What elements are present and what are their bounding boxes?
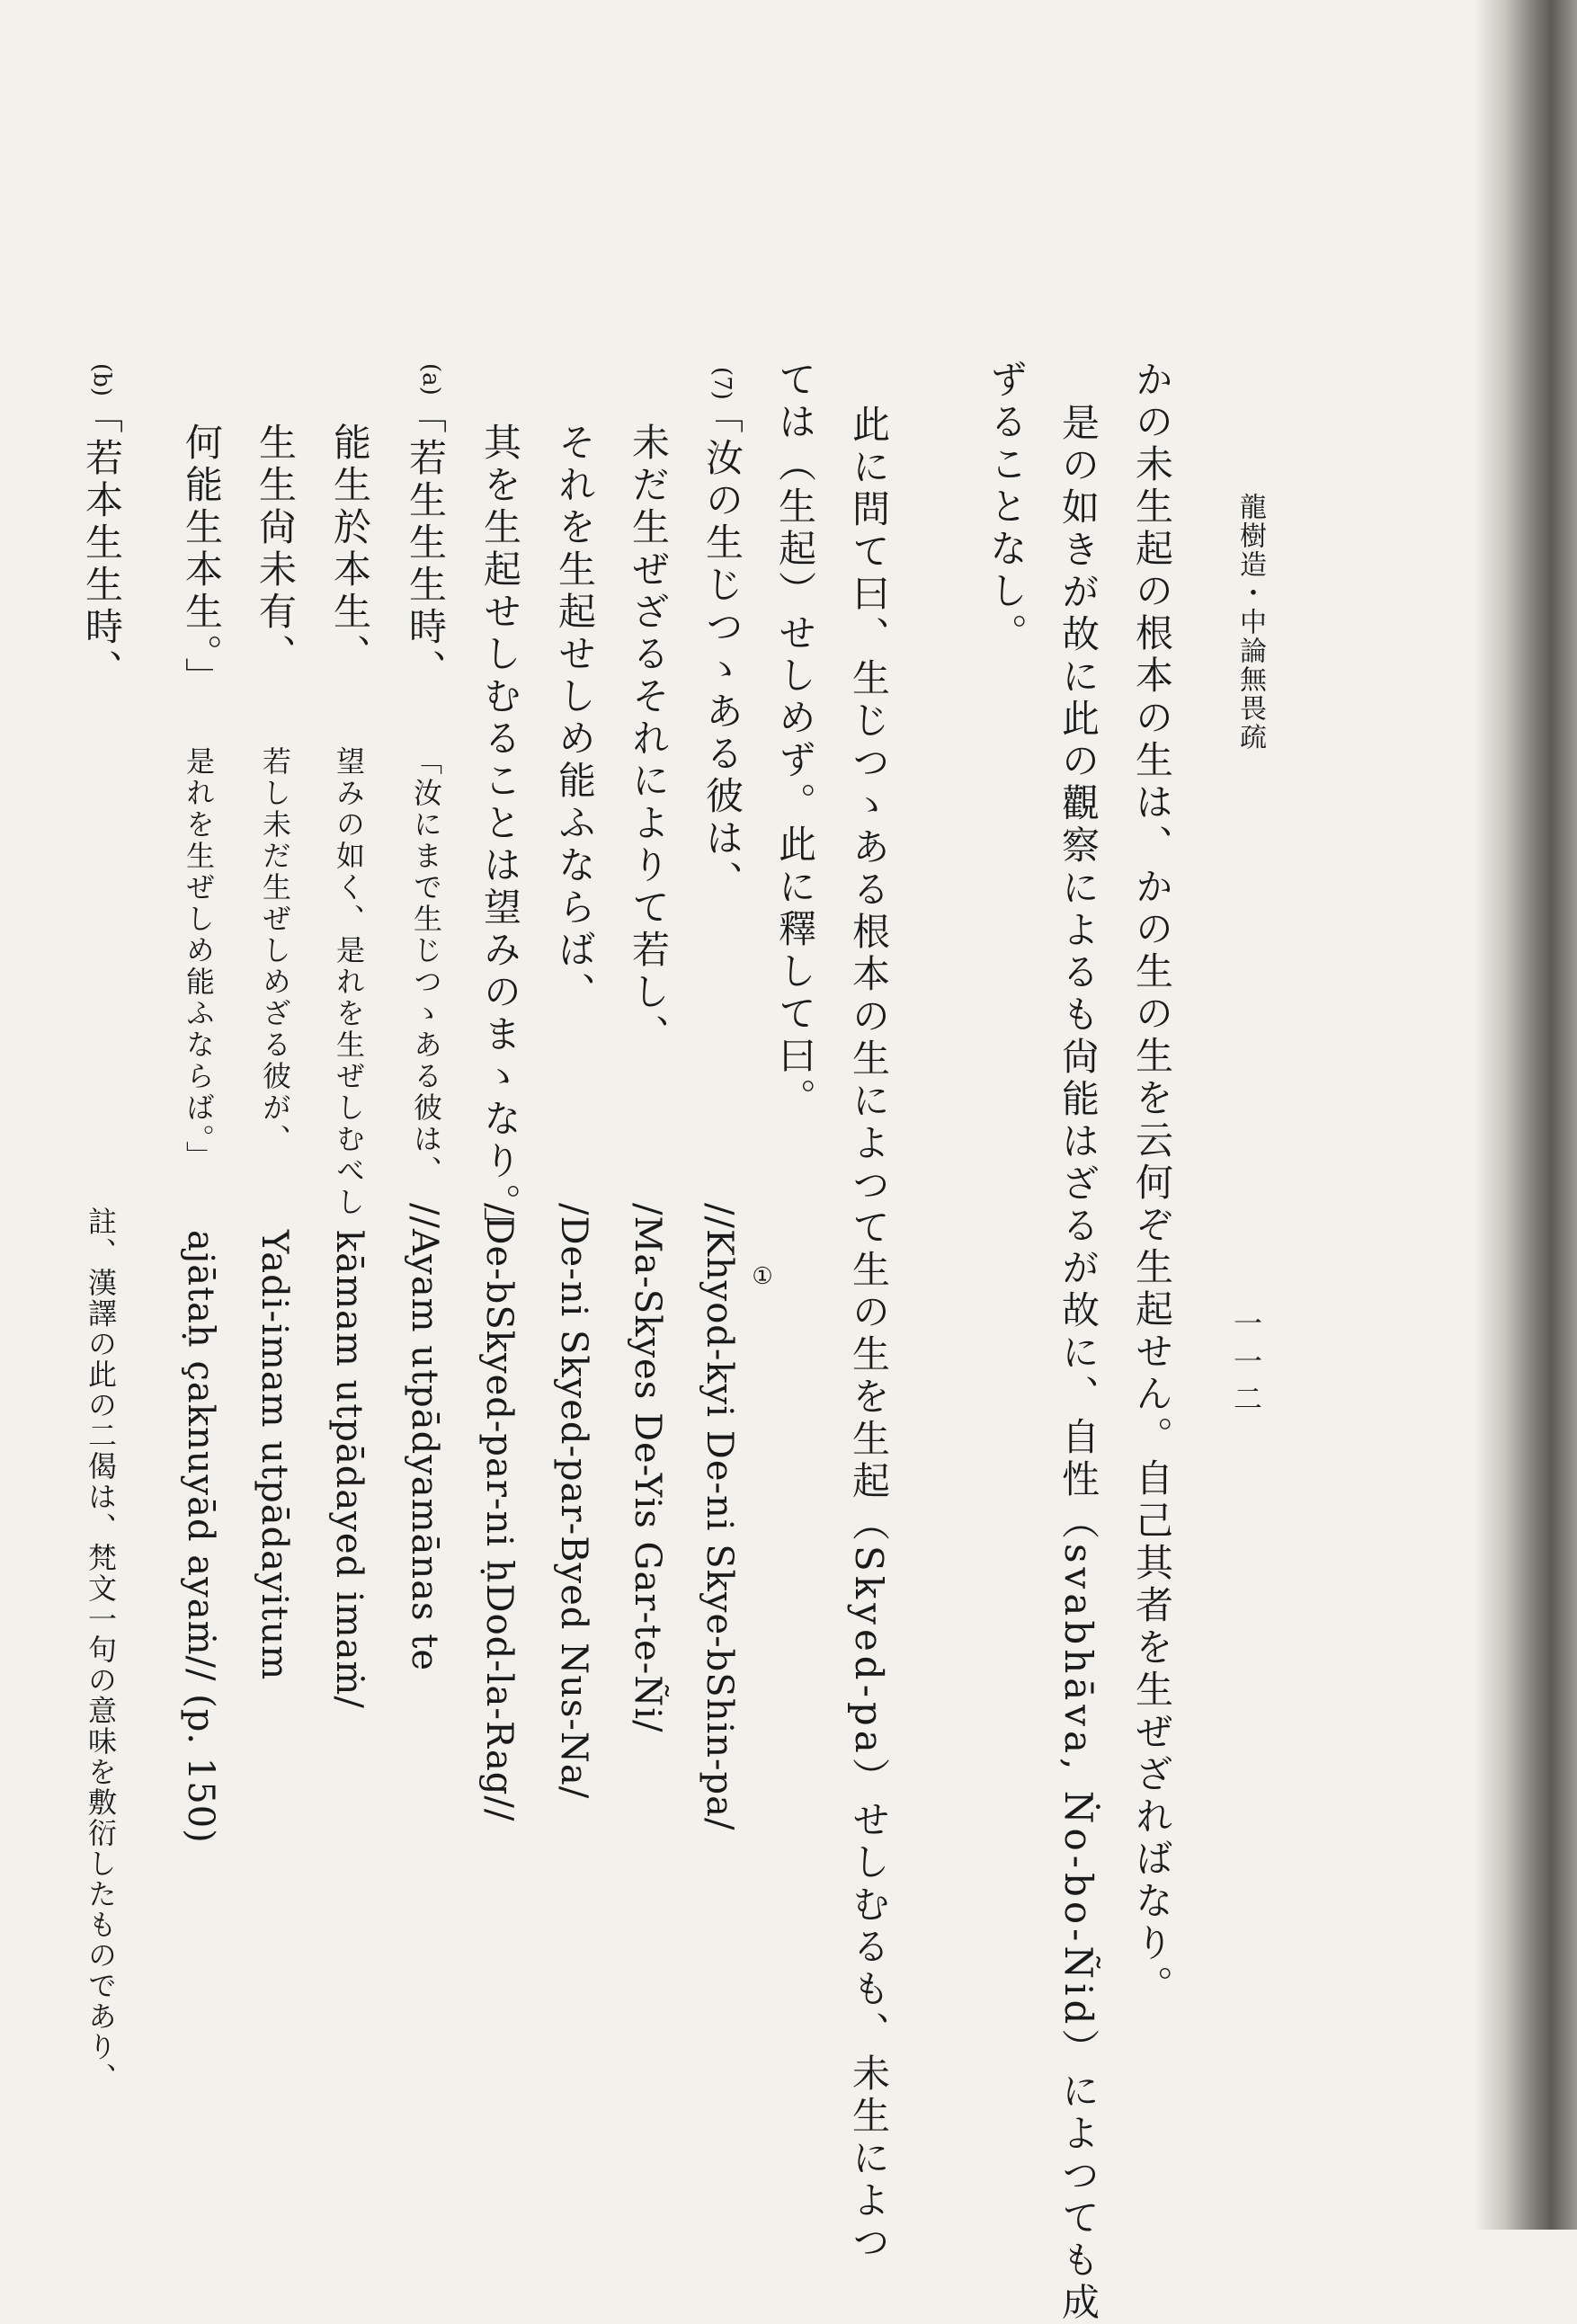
text-line-12-note: 若し未だ生ぜしめざる彼が、 <box>258 746 292 1155</box>
text-line-7: 未だ生ぜざるそれによりて若し、 <box>627 423 671 1056</box>
text-line-4: 此に問て曰、生じつゝある根本の生によつて生の生を生起（Skyed-pa）せしむるも、未生によつ <box>847 405 891 2265</box>
footnote-text: 註、漢譯の此の二偈は、梵文一句の意味を敷衍したものであり、 <box>84 1207 118 2093</box>
page-number: 一一二 <box>1229 1308 1263 1421</box>
running-title: 龍樹造・中論無畏疏 <box>1234 493 1266 752</box>
text-line-10: 「若生生生時、 <box>404 396 448 691</box>
verse-marker-7: (7) <box>708 367 735 400</box>
text-line-13-note: 是れを生ぜしめ能ふならば。」 <box>182 746 216 1172</box>
sanskrit-line-1: //Ayam utpādyamānas te <box>404 1203 445 1672</box>
footnote-marker-1: ① <box>749 1263 776 1290</box>
text-line-11-note: 望みの如く、是れを生ぜしむべし <box>332 746 366 1218</box>
text-line-11: 能生於本生、 <box>328 423 372 676</box>
verse-marker-b: (b) <box>88 363 115 396</box>
text-line-10-note: 「汝にまで生じつゝある彼は、 <box>409 746 443 1187</box>
text-line-13: 何能生本生。」 <box>180 423 224 699</box>
sanskrit-line-3: Yadi-imam utpādayitum <box>254 1230 295 1681</box>
tibetan-line-4: /De-bSkyed-par-ni ḥDod-la-Rag// <box>478 1203 520 1822</box>
sanskrit-line-4: ajātaḥ çaknuyād ayaṁ// (p. 150) <box>180 1230 221 1844</box>
tibetan-line-1: //Khyod-kyi De-ni Skye-bShin-pa/ <box>699 1203 740 1831</box>
text-line-1: かの未生起の根本の生は、かの生の生を云何ぞ生起せん。自己其者を生ぜざればなり。 <box>1130 360 1174 2008</box>
sanskrit-line-2: kāmam utpādayed imaṁ/ <box>328 1230 370 1709</box>
tibetan-line-2: /Ma-Skyes De-Yis Gar-te-Ñi/ <box>627 1203 668 1733</box>
text-line-14: 「若本生生時、 <box>80 396 124 691</box>
text-line-2: 是の如きが故に此の觀察によるも尙能はざるが故に、自性（svabhāva, Ṅo-bo-Ñid）によつても成 <box>1056 403 1100 2324</box>
text-line-12: 生生尙未有、 <box>254 423 298 676</box>
text-line-6: 「汝の生じつゝある彼は、 <box>700 396 744 903</box>
text-line-8: それを生起せしめ能ふならば、 <box>553 423 597 1014</box>
verse-marker-a: (a) <box>417 363 444 396</box>
book-spine-shadow <box>1474 0 1577 2230</box>
text-line-9: 其を生起せしむることは望みのまゝなり。」 <box>478 423 522 1249</box>
text-line-5: ては（生起）せしめず。此に釋して曰。 <box>773 360 817 1120</box>
text-line-3: ずることなし。 <box>985 360 1029 655</box>
tibetan-line-3: /De-ni Skyed-par-Byed Nus-Na/ <box>553 1203 594 1800</box>
